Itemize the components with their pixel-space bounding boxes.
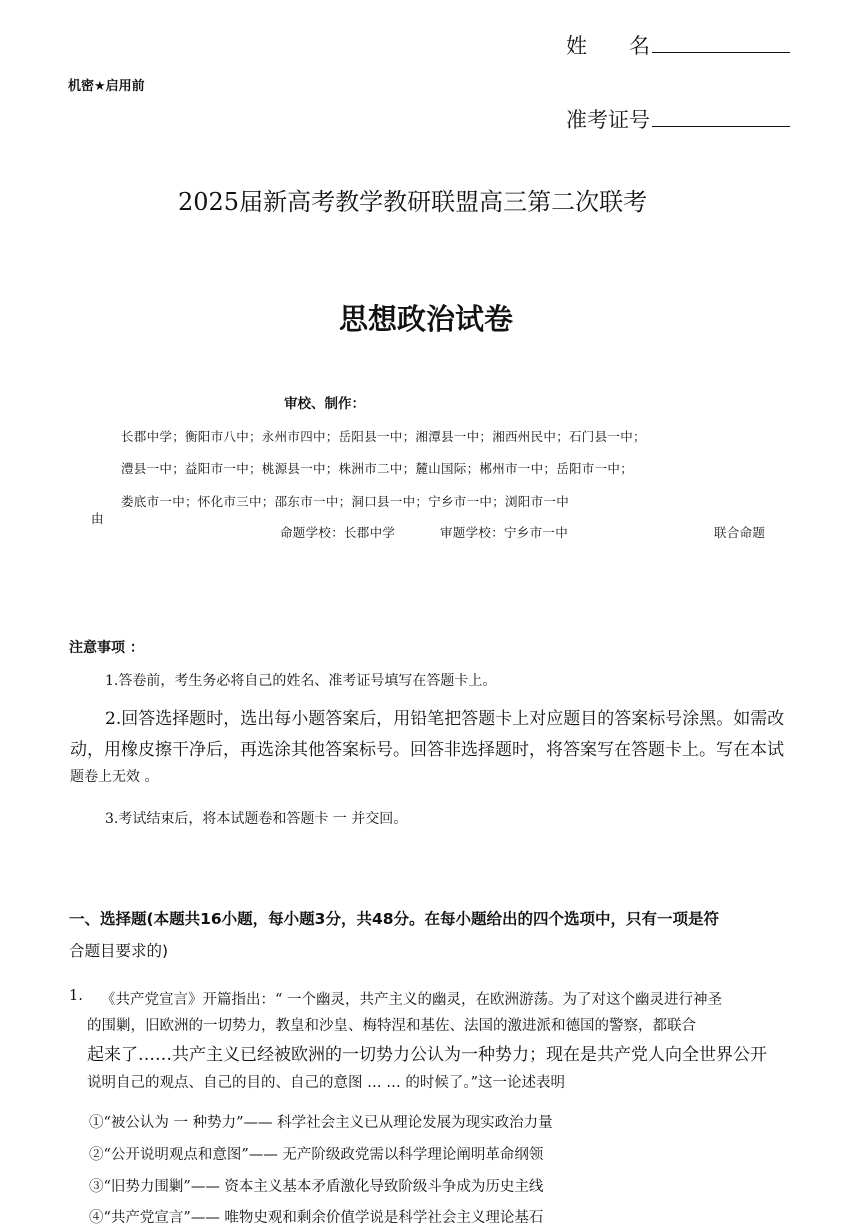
by-label: 由 <box>91 511 104 526</box>
reviewer-school: 审题学校：宁乡市一中 <box>440 525 569 540</box>
exam-id-field-row <box>566 104 790 134</box>
schools-line-3: 娄底市一中；怀化市三中；邵东市一中；洞口县一中；宁乡市一中；浏阳市一中 <box>121 494 570 509</box>
confidential-mark: 机密★启用前 <box>68 79 145 94</box>
notice-heading: 注意事项 ： <box>69 640 144 656</box>
question-option-3: ③“旧势力围剿”—— 资本主义基本矛盾激化导致阶级斗争成为历史主线 <box>89 1179 544 1195</box>
section-heading-line-2: 合题目要求的) <box>69 942 169 960</box>
setter-school: 命题学校：长郡中学 <box>280 525 396 540</box>
notice-item-3: 3.考试结束后，将本试题卷和答题卡 一 并交回。 <box>105 811 408 827</box>
name-field-row <box>566 30 790 60</box>
review-label: 审校、制作： <box>284 396 365 412</box>
question-stem-line-2: 的围剿，旧欧洲的一切势力，教皇和沙皇、梅特涅和基佐、法国的激进派和德国的警察，都联合 <box>87 1018 696 1034</box>
joint-label: 联合命题 <box>714 525 766 540</box>
notice-item-2-line-3: 题卷上无效 。 <box>70 769 159 785</box>
question-stem-line-3: 起来了……共产主义已经被欧洲的一切势力公认为一种势力；现在是共产党人向全世界公开 <box>87 1045 767 1065</box>
question-option-4: ④“共产党宣言”—— 唯物史观和剩余价值学说是科学社会主义理论基石 <box>89 1210 544 1226</box>
question-option-2: ②“公开说明观点和意图”—— 无产阶级政党需以科学理论阐明革命纲领 <box>89 1147 544 1163</box>
notice-item-1: 1.答卷前，考生务必将自己的姓名、准考证号填写在答题卡上。 <box>105 673 497 689</box>
name-label: 姓 名 <box>566 34 650 58</box>
schools-line-2: 澧县一中；益阳市一中；桃源县一中；株洲市二中；麓山国际；郴州市一中；岳阳市一中； <box>121 461 634 476</box>
notice-item-2-line-2: 动，用橡皮擦干净后，再选涂其他答案标号。回答非选择题时，将答案写在答题卡上。写在本试 <box>70 740 784 760</box>
name-blank-line <box>652 52 790 53</box>
exam-id-label: 准考证号 <box>566 108 650 132</box>
exam-id-blank-line <box>652 126 790 127</box>
question-number: 1. <box>69 988 83 1004</box>
schools-line-1: 长郡中学；衡阳市八中；永州市四中；岳阳县一中；湘潭县一中；湘西州民中；石门县一中； <box>121 429 646 444</box>
question-stem-line-1: 《共产党宣言》开篇指出：“ 一个幽灵，共产主义的幽灵，在欧洲游荡。为了对这个幽灵进行神圣 <box>101 992 723 1008</box>
section-heading-text: 一、选择题(本题共16小题，每小题3分，共48分。在每小题给出的四个选项中，只有一项是符 <box>69 910 720 928</box>
notice-item-2-line-1: 2.回答选择题时，选出每小题答案后，用铅笔把答题卡上对应题目的答案标号涂黑。如需改 <box>105 709 785 729</box>
subject-title: 思想政治试卷 <box>339 302 514 336</box>
question-option-1: ①“被公认为 一 种势力”—— 科学社会主义已从理论发展为现实政治力量 <box>89 1115 553 1131</box>
exam-title: 2025届新高考教学教研联盟高三第二次联考 <box>178 188 648 216</box>
question-stem-line-4: 说明自己的观点、自己的目的、自己的意图 … … 的时候了。”这一论述表明 <box>87 1075 565 1091</box>
section-heading-line-1 <box>69 907 719 929</box>
